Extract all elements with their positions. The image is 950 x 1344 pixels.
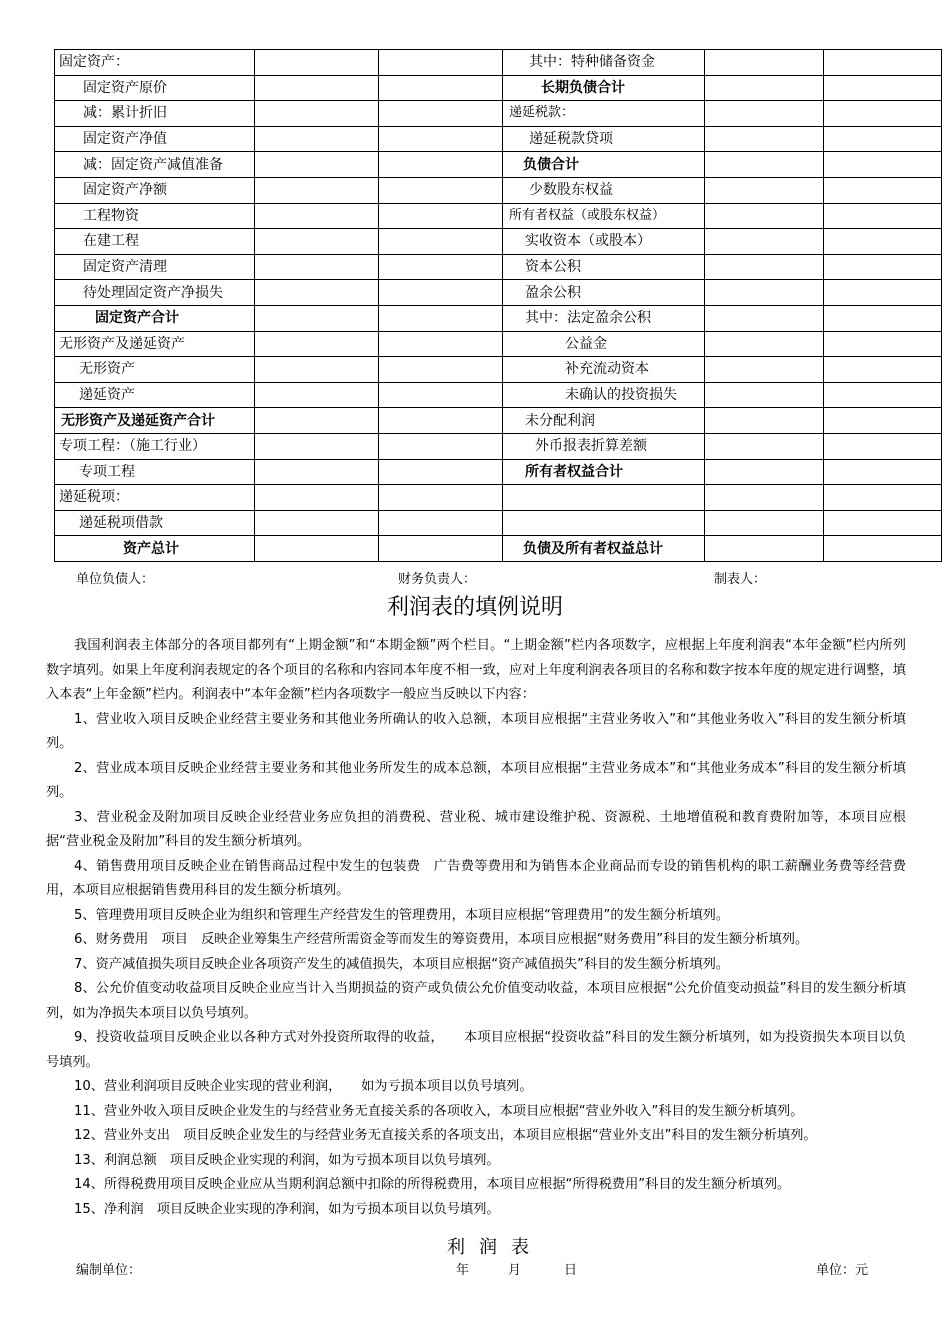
row-label-left: 专项工程：（施工行业） bbox=[55, 433, 255, 459]
table-row bbox=[55, 357, 942, 383]
list-item: 12、营业外支出 项目反映企业发生的与经营业务无直接关系的各项支出，本项目应根据“营业外支出”科目的发生额分析填列。 bbox=[74, 1128, 817, 1143]
preparer-signature: 制表人： bbox=[714, 572, 767, 587]
table-row bbox=[55, 229, 942, 255]
row-label-right: 补充流动资本 bbox=[503, 357, 705, 383]
row-label-left: 资产总计 bbox=[55, 536, 255, 562]
table-row bbox=[55, 101, 942, 127]
list-item: 5、管理费用项目反映企业为组织和管理生产经营发生的管理费用，本项目应根据“管理费用”的发生额分析填列。 bbox=[74, 907, 730, 923]
table-row bbox=[55, 433, 942, 459]
row-label-right: 未确认的投资损失 bbox=[503, 382, 705, 408]
row-label-left: 无形资产 bbox=[55, 357, 255, 383]
row-label-left: 固定资产净额 bbox=[55, 177, 255, 203]
row-label-right: 外币报表折算差额 bbox=[503, 433, 705, 459]
list-item: 7、资产减值损失项目反映企业各项资产发生的减值损失，本项目应根据“资产减值损失”科目的发生额分析填列。 bbox=[74, 956, 730, 972]
row-label-left: 减：固定资产减值准备 bbox=[55, 152, 255, 178]
list-item: 4、销售费用项目反映企业在销售商品过程中发生的包装费 广告费等费用和为销售本企业商品而专设的销售机构的职工薪酬业务费等经营费用，本项目应根据销售费用科目的发生额分析填列。 bbox=[46, 858, 906, 898]
row-label-left: 待处理固定资产净损失 bbox=[55, 280, 255, 306]
table-row bbox=[55, 203, 942, 229]
table-row bbox=[55, 382, 942, 408]
row-label-right: 其中：法定盈余公积 bbox=[503, 305, 705, 331]
preparing-unit-label: 编制单位： bbox=[76, 1263, 142, 1278]
profit-table-title: 利润表 bbox=[447, 1237, 543, 1258]
row-label-left: 无形资产及递延资产合计 bbox=[55, 408, 255, 434]
list-item: 11、营业外收入项目反映企业发生的与经营业务无直接关系的各项收入，本项目应根据“营业外收入”科目的发生额分析填列。 bbox=[74, 1103, 804, 1119]
table-row bbox=[55, 280, 942, 306]
table-row bbox=[55, 459, 942, 485]
list-item: 6、财务费用 项目 反映企业筹集生产经营所需资金等而发生的筹资费用，本项目应根据“财务费用”科目的发生额分析填列。 bbox=[74, 932, 809, 947]
currency-unit-label: 单位：元 bbox=[816, 1263, 869, 1278]
list-item: 2、营业成本项目反映企业经营主要业务和其他业务所发生的成本总额，本项目应根据“主营业务成本”和“其他业务成本”科目的发生额分析填列。 bbox=[46, 760, 906, 800]
row-label-left: 减：累计折旧 bbox=[55, 101, 255, 127]
row-label-left: 工程物资 bbox=[55, 203, 255, 229]
day-label: 日 bbox=[564, 1263, 578, 1278]
year-label: 年 bbox=[456, 1263, 470, 1278]
row-label-right: 负债及所有者权益总计 bbox=[503, 536, 705, 562]
list-item: 1、营业收入项目反映企业经营主要业务和其他业务所确认的收入总额，本项目应根据“主营业务收入”和“其他业务收入”科目的发生额分析填列。 bbox=[46, 711, 906, 751]
row-label-left: 递延资产 bbox=[55, 382, 255, 408]
finance-head-signature: 财务负责人： bbox=[398, 572, 477, 587]
row-label-left: 专项工程 bbox=[55, 459, 255, 485]
row-label-right bbox=[503, 510, 705, 536]
list-item: 10、营业利润项目反映企业实现的营业利润， 如为亏损本项目以负号填列。 bbox=[74, 1079, 533, 1094]
table-row bbox=[55, 75, 942, 101]
row-label-right: 递延税款贷项 bbox=[503, 126, 705, 152]
table-row bbox=[55, 126, 942, 152]
list-item: 15、净利润 项目反映企业实现的净利润，如为亏损本项目以负号填列。 bbox=[74, 1201, 500, 1217]
section-title: 利润表的填例说明 bbox=[386, 595, 563, 620]
table-row bbox=[55, 536, 942, 562]
row-label-right: 实收资本（或股本） bbox=[503, 229, 705, 255]
row-label-right: 所有者权益（或股东权益） bbox=[503, 203, 705, 229]
row-label-left: 固定资产合计 bbox=[55, 305, 255, 331]
table-row bbox=[55, 331, 942, 357]
table-row bbox=[55, 177, 942, 203]
row-label-right: 所有者权益合计 bbox=[503, 459, 705, 485]
row-label-right: 少数股东权益 bbox=[503, 177, 705, 203]
intro-paragraph: 我国利润表主体部分的各项目都列有“上期金额”和“本期金额”两个栏目。“上期金额”栏内各项数字，应根据上年度利润表“本年金额”栏内所列数字填列。如果上年度利润表规定的各个项目的名称和内容同本年度不相一致，应对上年度利润表各项目的名称和数字按本年度的规定进行调整，填入本表“上年金额”栏内。利润表中“本年金额”栏内各项数字一般应当反映以下内容： bbox=[46, 638, 906, 702]
row-label-right: 公益金 bbox=[503, 331, 705, 357]
row-label-left: 递延税项借款 bbox=[55, 510, 255, 536]
table-row bbox=[55, 305, 942, 331]
balance-sheet-table bbox=[54, 49, 942, 562]
row-label-right bbox=[503, 485, 705, 511]
list-item: 3、营业税金及附加项目反映企业经营业务应负担的消费税、营业税、城市建设维护税、资源税、土地增值税和教育费附加等，本项目应根据“营业税金及附加”科目的发生额分析填列。 bbox=[46, 809, 906, 849]
row-label-right: 资本公积 bbox=[503, 254, 705, 280]
list-item: 13、利润总额 项目反映企业实现的利润，如为亏损本项目以负号填列。 bbox=[74, 1152, 500, 1168]
row-label-left: 在建工程 bbox=[55, 229, 255, 255]
row-label-right: 其中：特种储备资金 bbox=[503, 50, 705, 76]
row-label-right: 盈余公积 bbox=[503, 280, 705, 306]
row-label-left: 递延税项： bbox=[55, 485, 255, 511]
table-row bbox=[55, 485, 942, 511]
table-row bbox=[55, 152, 942, 178]
list-item: 8、公允价值变动收益项目反映企业应当计入当期损益的资产或负债公允价值变动收益，本项目应根据“公允价值变动损益”科目的发生额分析填列，如为净损失本项目以负号填列。 bbox=[46, 981, 906, 1021]
row-label-left: 固定资产原价 bbox=[55, 75, 255, 101]
table-row bbox=[55, 254, 942, 280]
row-label-right: 递延税款： bbox=[503, 101, 705, 127]
row-label-left: 无形资产及递延资产 bbox=[55, 331, 255, 357]
row-label-right: 长期负债合计 bbox=[503, 75, 705, 101]
list-item: 14、所得税费用项目反映企业应从当期利润总额中扣除的所得税费用，本项目应根据“所得税费用”科目的发生额分析填列。 bbox=[74, 1177, 791, 1192]
row-label-right: 负债合计 bbox=[503, 152, 705, 178]
table-row bbox=[55, 408, 942, 434]
unit-head-signature: 单位负债人： bbox=[76, 572, 155, 587]
instructions-body bbox=[46, 634, 906, 1222]
row-label-left: 固定资产： bbox=[55, 50, 255, 76]
table-row bbox=[55, 50, 942, 76]
table-row bbox=[55, 510, 942, 536]
month-label: 月 bbox=[508, 1263, 522, 1278]
list-item: 9、投资收益项目反映企业以各种方式对外投资所取得的收益， 本项目应根据“投资收益”科目的发生额分析填列，如为投资损失本项目以负号填列。 bbox=[46, 1030, 906, 1070]
row-label-left: 固定资产清理 bbox=[55, 254, 255, 280]
row-label-left: 固定资产净值 bbox=[55, 126, 255, 152]
row-label-right: 未分配利润 bbox=[503, 408, 705, 434]
